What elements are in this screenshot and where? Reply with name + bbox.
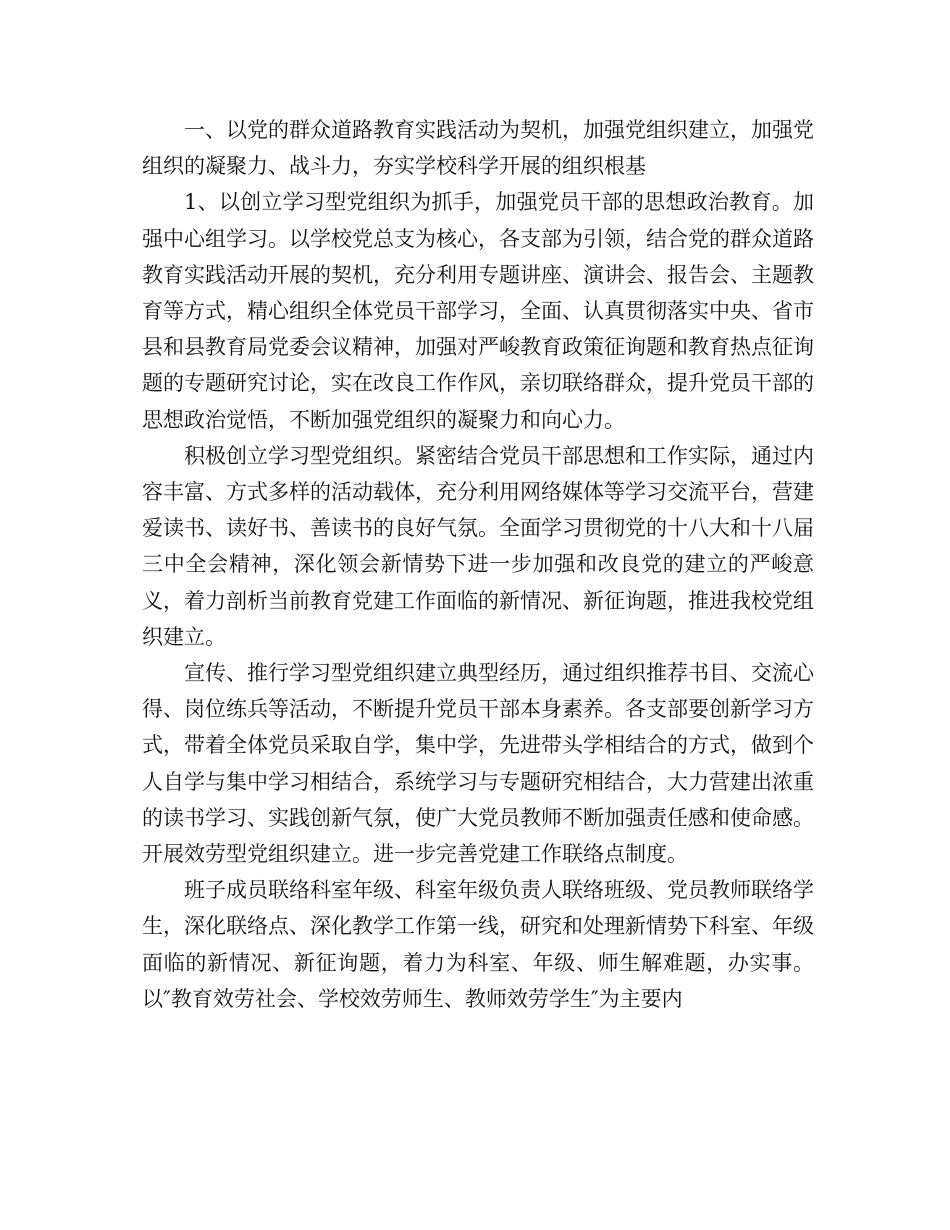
paragraph-build-learning-organization: 积极创立学习型党组织。紧密结合党员干部思想和工作实际，通过内容丰富、方式多样的活动载体，充分利用网络媒体等学习交流平台，营建爱读书、读好书、善读书的良好气氛。全面学习贯彻党的十八大和十八届三中全会精神，深化领会新情势下进一步加强和改良党的建立的严峻意义，着力剖析当前教育党建工作面临的新情况、新征询题，推进我校党组织建立。: [142, 443, 814, 649]
document-body: [142, 112, 814, 1017]
paragraph-promote-experience: 宣传、推行学习型党组织建立典型经历，通过组织推荐书目、交流心得、岗位练兵等活动，不断提升党员干部本身素养。各支部要创新学习方式，带着全体党员采取自学，集中学，先进带头学相结合的方式，做到个人自学与集中学习相结合，系统学习与专题研究相结合，大力营建出浓重的读书学习、实践创新气氛，使广大党员教师不断加强责任感和使命感。开展效劳型党组织建立。进一步完善党建工作联络点制度。: [142, 661, 814, 867]
paragraph-study-party-organization: 1、以创立学习型党组织为抓手，加强党员干部的思想政治教育。加强中心组学习。以学校党总支为核心，各支部为引领，结合党的群众道路教育实践活动开展的契机，充分利用专题讲座、演讲会、报告会、主题教育等方式，精心组织全体党员干部学习，全面、认真贯彻落实中央、省市县和县教育局党委会议精神，加强对严峻教育政策征询题和教育热点征询题的专题研究讨论，实在改良工作作风，亲切联络群众，提升党员干部的思想政治觉悟，不断加强党组织的凝聚力和向心力。: [142, 190, 814, 432]
paragraph-section-heading: 一、以党的群众道路教育实践活动为契机，加强党组织建立，加强党组织的凝聚力、战斗力，夯实学校科学开展的组织根基: [142, 118, 814, 179]
paragraph-liaison-work: 班子成员联络科室年级、科室年级负责人联络班级、党员教师联络学生，深化联络点、深化教学工作第一线，研究和处理新情势下科室、年级面临的新情况、新征询题，着力为科室、年级、师生解难题，办实事。以″教育效劳社会、学校效劳师生、教师效劳学生″为主要内: [142, 878, 814, 1011]
